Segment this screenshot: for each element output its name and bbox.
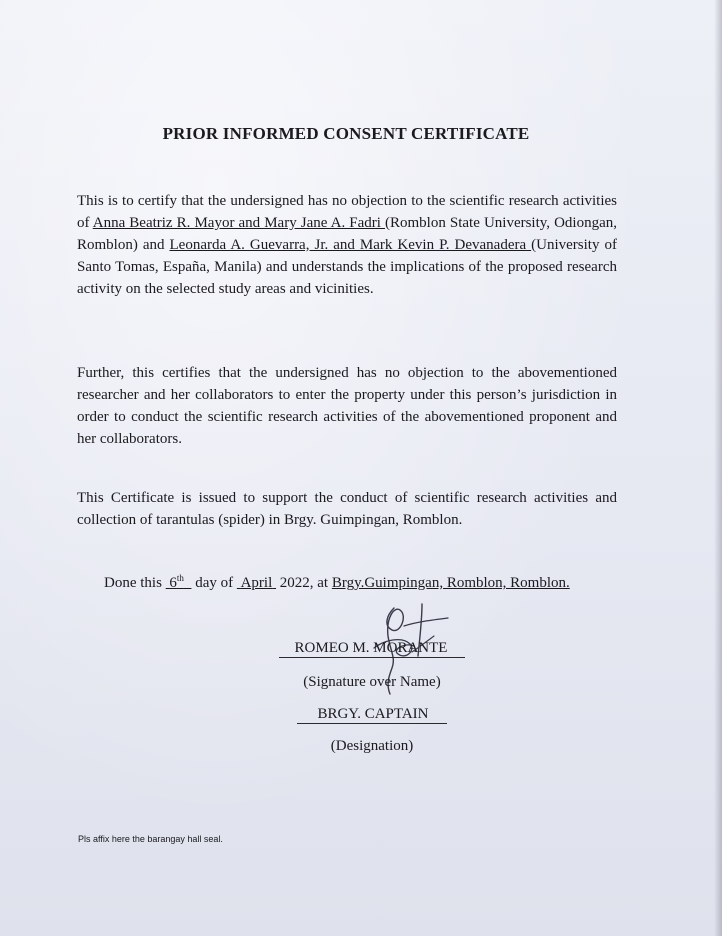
seal-footnote: Pls affix here the barangay hall seal.	[78, 834, 223, 844]
designation-caption: (Designation)	[330, 738, 414, 754]
certificate-title: PRIOR INFORMED CONSENT CERTIFICATE	[162, 124, 530, 143]
page-edge-shadow	[714, 0, 722, 936]
signatory-name: ROMEO M. MORANTE	[272, 640, 472, 658]
researchers-ust: Leonarda A. Guevarra, Jr. and Mark Kevin P. Devanadera	[169, 237, 532, 253]
signature-caption: (Signature over Name)	[303, 674, 441, 690]
done-mid-2: 2022, at	[276, 575, 332, 591]
paragraph1-text-3: (University of Santo Tomas, España, Manila) and understands the implications of the proposed research activity on the selected study areas and vicinities.	[77, 237, 617, 297]
paragraph1-text-1: This is to certify that the undersigned has no objection to the scientific research activities of	[77, 193, 617, 231]
done-month: April	[240, 575, 273, 591]
done-day: 6th	[169, 573, 184, 591]
researchers-rsu: Anna Beatriz R. Mayor and Mary Jane A. Fadri	[92, 215, 385, 231]
done-prefix: Done this	[104, 575, 166, 591]
paragraph-purpose: This Certificate is issued to support the conduct of scientific research activities and collection of tarantulas (spider) in Brgy. Guimpingan, Romblon.	[77, 490, 617, 528]
paragraph-certification	[77, 190, 617, 300]
done-place: Brgy.Guimpingan, Romblon, Romblon.	[331, 575, 570, 591]
paragraph-further: Further, this certifies that the undersigned has no objection to the abovementioned researcher and her collaborators to enter the property under this person’s jurisdiction in order to conduct the scientific research activities of the abovementioned proponent and her collaborators.	[77, 365, 617, 447]
paragraph1-text-2: (Romblon State University, Odiongan, Romblon) and	[77, 215, 618, 253]
done-line	[104, 573, 624, 592]
done-mid-1: day of	[191, 575, 237, 591]
signatory-designation: BRGY. CAPTAIN	[272, 706, 472, 724]
done-day-suffix: th	[176, 573, 184, 583]
